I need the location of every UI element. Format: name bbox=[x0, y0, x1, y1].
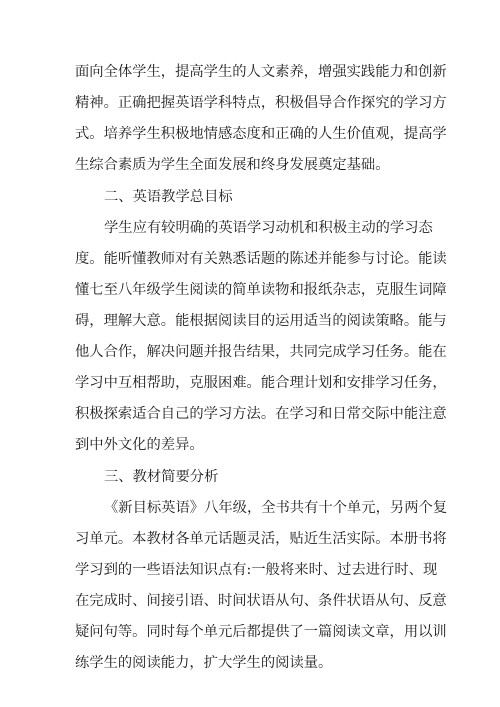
paragraph-line: 《新目标英语》八年级，全书共有十个单元，另两个复 bbox=[104, 500, 448, 516]
paragraph-line: 积极探索适合自己的学习方法。在学习和日常交际中能注意 bbox=[75, 406, 447, 422]
section-heading: 三、教材简要分析 bbox=[104, 469, 219, 485]
paragraph-line: 疑问句等。同时每个单元后都提供了一篇阅读文章，用以训 bbox=[75, 624, 447, 640]
paragraph-line: 面向全体学生，提高学生的人文素养，增强实践能力和创新 bbox=[75, 64, 447, 80]
paragraph-line: 到中外文化的差异。 bbox=[75, 437, 204, 453]
paragraph-line: 生综合素质为学生全面发展和终身发展奠定基础。 bbox=[75, 157, 390, 173]
paragraph-line: 学习到的一些语法知识点有:一般将来时、过去进行时、现 bbox=[75, 562, 438, 578]
paragraph-line: 练学生的阅读能力，扩大学生的阅读量。 bbox=[75, 655, 333, 671]
paragraph-line: 习单元。本教材各单元话题灵活，贴近生活实际。本册书将 bbox=[75, 531, 447, 547]
paragraph-line: 学习中互相帮助，克服困难。能合理计划和安排学习任务， bbox=[75, 375, 447, 391]
paragraph-line: 碍，理解大意。能根据阅读目的运用适当的阅读策略。能与 bbox=[75, 313, 447, 329]
paragraph-line: 在完成时、间接引语、时间状语从句、条件状语从句、反意 bbox=[75, 593, 447, 609]
paragraph-line: 度。能听懂教师对有关熟悉话题的陈述并能参与讨论。能读 bbox=[75, 251, 447, 267]
paragraph-line: 他人合作，解决问题并报告结果，共同完成学习任务。能在 bbox=[75, 344, 447, 360]
paragraph-line: 懂七至八年级学生阅读的简单读物和报纸杂志，克服生词障 bbox=[75, 282, 447, 298]
paragraph-line: 精神。正确把握英语学科特点，积极倡导合作探究的学习方 bbox=[75, 95, 447, 111]
paragraph-line: 学生应有较明确的英语学习动机和积极主动的学习态 bbox=[104, 220, 433, 236]
section-heading: 二、英语教学总目标 bbox=[104, 189, 233, 205]
paragraph-line: 式。培养学生积极地情感态度和正确的人生价值观，提高学 bbox=[75, 126, 447, 142]
